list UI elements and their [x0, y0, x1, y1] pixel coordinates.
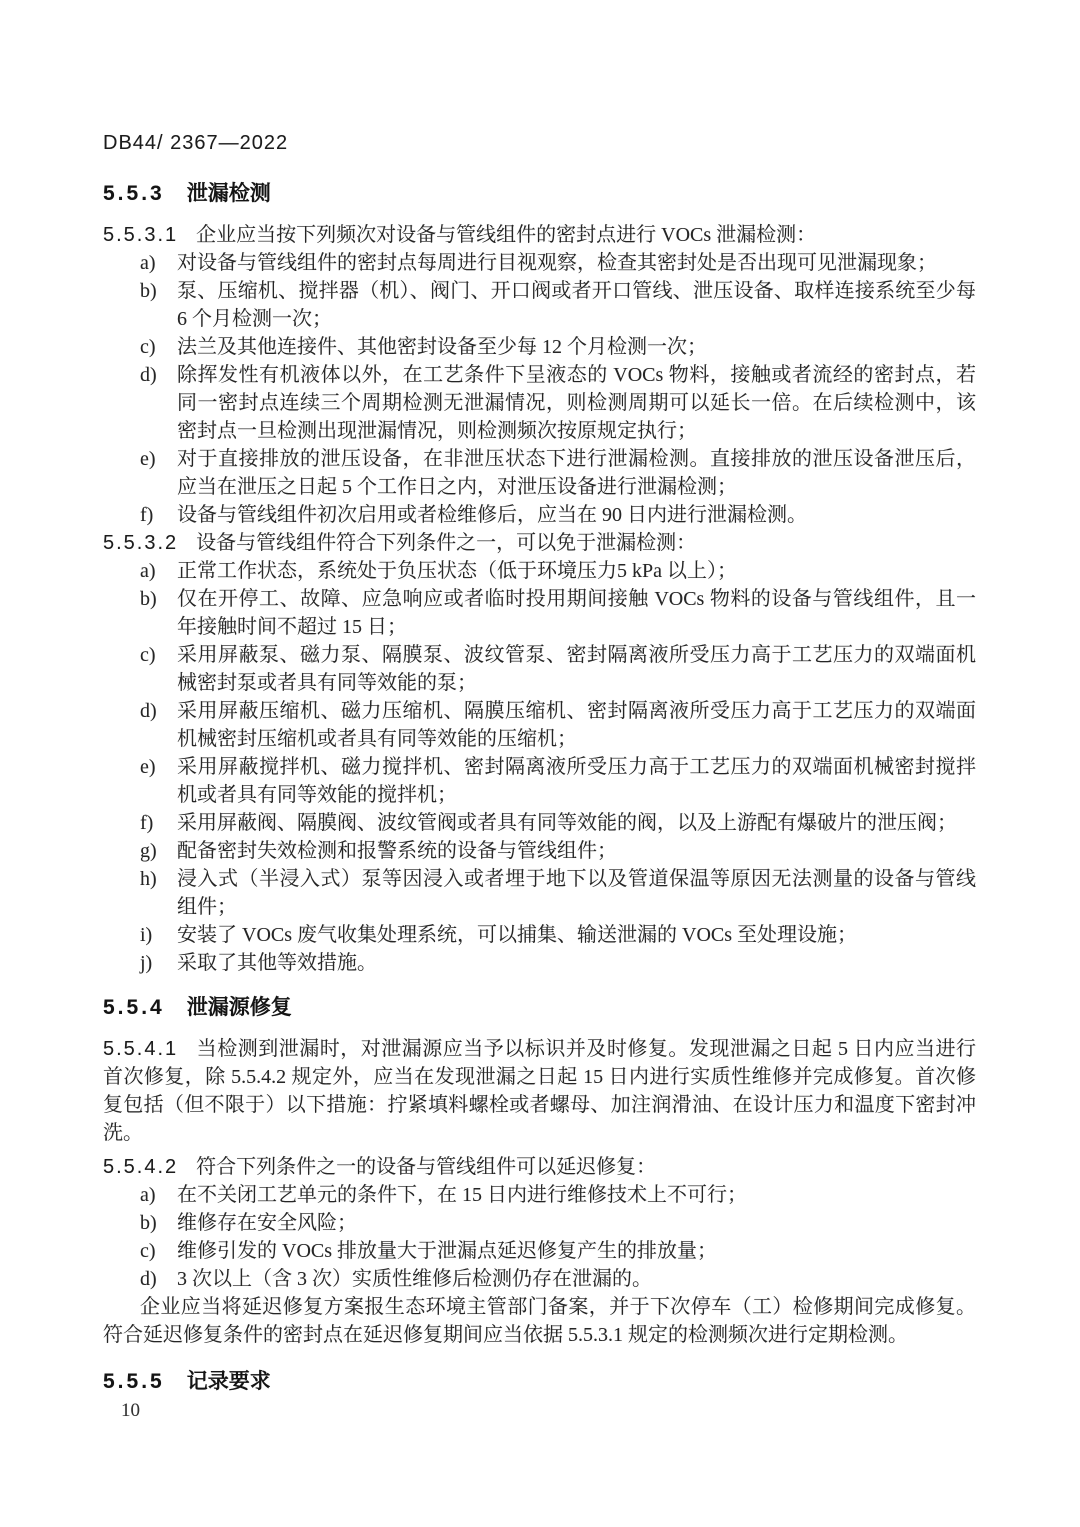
list-item-label: a)	[140, 560, 156, 582]
list-item-label: e)	[140, 756, 156, 778]
section-number: 5.5.5	[103, 1370, 165, 1393]
list-item	[103, 753, 976, 809]
list-item	[103, 697, 976, 753]
clause-text: 设备与管线组件符合下列条件之一，可以免于泄漏检测：	[196, 532, 697, 554]
list-item	[103, 949, 976, 977]
list-item-label: b)	[140, 280, 157, 302]
list-item	[103, 249, 976, 277]
list-item-label: e)	[140, 448, 156, 470]
list-5-5-3-2	[103, 557, 976, 977]
section-heading-5-5-5	[103, 1369, 976, 1395]
clause-text: 当检测到泄漏时，对泄漏源应当予以标识并及时修复。发现泄漏之日起 5 日内应当进行首次修复，除 5.5.4.2 规定外，应当在发现泄漏之日起 15 日内进行实质性维修并完成修复。首次修复包括（但不限于）以下措施：拧紧填料螺栓或者螺母、加注润滑油、在设计压力和温度下密封冲洗。	[103, 1038, 976, 1144]
list-item-text: 采用屏蔽搅拌机、磁力搅拌机、密封隔离液所受压力高于工艺压力的双端面机械密封搅拌机或者具有同等效能的搅拌机；	[177, 756, 976, 806]
closing-paragraph: 企业应当将延迟修复方案报生态环境主管部门备案，并于下次停车（工）检修期间完成修复。符合延迟修复条件的密封点在延迟修复期间应当依据 5.5.3.1 规定的检测频次进行定期检测。	[103, 1296, 976, 1346]
section-number: 5.5.3	[103, 182, 165, 205]
list-item-label: b)	[140, 588, 157, 610]
standard-number: DB44/ 2367—2022	[103, 132, 289, 154]
list-item-label: d)	[140, 700, 157, 722]
list-item-label: c)	[140, 336, 156, 358]
list-item-text: 在不关闭工艺单元的条件下，在 15 日内进行维修技术上不可行；	[177, 1184, 747, 1206]
section-title: 泄漏检测	[186, 182, 271, 205]
list-item	[103, 865, 976, 921]
section-heading-5-5-4	[103, 995, 976, 1021]
list-item-label: b)	[140, 1212, 157, 1234]
list-item-text: 维修引发的 VOCs 排放量大于泄漏点延迟修复产生的排放量；	[177, 1240, 718, 1262]
list-item-text: 除挥发性有机液体以外，在工艺条件下呈液态的 VOCs 物料，接触或者流经的密封点，若同一密封点连续三个周期检测无泄漏情况，则检测周期可以延长一倍。在后续检测中，该密封点一旦检测出现泄漏情况，则检测频次按原规定执行；	[177, 364, 976, 442]
list-item-label: f)	[140, 812, 154, 834]
list-item	[103, 361, 976, 445]
list-item-text: 正常工作状态，系统处于负压状态（低于环境压力5 kPa 以上）；	[177, 560, 737, 582]
clause-number: 5.5.4.2	[103, 1156, 179, 1178]
clause-5-5-3-1	[103, 221, 976, 249]
clause-number: 5.5.4.1	[103, 1038, 179, 1060]
list-item	[103, 1209, 976, 1237]
list-item	[103, 445, 976, 501]
list-item-label: j)	[140, 952, 153, 974]
clause-number: 5.5.3.2	[103, 532, 179, 554]
list-item	[103, 641, 976, 697]
list-item-text: 仅在开停工、故障、应急响应或者临时投用期间接触 VOCs 物料的设备与管线组件，且一年接触时间不超过 15 日；	[177, 588, 976, 638]
list-item-label: h)	[140, 868, 157, 890]
list-item-text: 对设备与管线组件的密封点每周进行目视观察，检查其密封处是否出现可见泄漏现象；	[177, 252, 937, 274]
list-item	[103, 837, 976, 865]
list-item-label: f)	[140, 504, 154, 526]
list-item-text: 采取了其他等效措施。	[177, 952, 377, 974]
page-content	[103, 0, 976, 1395]
list-item-text: 浸入式（半浸入式）泵等因浸入或者埋于地下以及管道保温等原因无法测量的设备与管线组件；	[177, 868, 976, 918]
section-title: 泄漏源修复	[186, 996, 292, 1019]
clause-5-5-4-2	[103, 1153, 976, 1181]
clause-number: 5.5.3.1	[103, 224, 179, 246]
list-item	[103, 557, 976, 585]
list-item	[103, 333, 976, 361]
list-item-text: 法兰及其他连接件、其他密封设备至少每 12 个月检测一次；	[177, 336, 707, 358]
clause-5-5-3-2	[103, 529, 976, 557]
list-item	[103, 1265, 976, 1293]
list-item-label: d)	[140, 364, 157, 386]
list-item-label: c)	[140, 644, 156, 666]
list-item-label: a)	[140, 1184, 156, 1206]
list-item-text: 对于直接排放的泄压设备，在非泄压状态下进行泄漏检测。直接排放的泄压设备泄压后，应当在泄压之日起 5 个工作日之内，对泄压设备进行泄漏检测；	[177, 448, 976, 498]
list-5-5-4-2	[103, 1181, 976, 1293]
list-item-text: 配备密封失效检测和报警系统的设备与管线组件；	[177, 840, 617, 862]
clause-text: 企业应当按下列频次对设备与管线组件的密封点进行 VOCs 泄漏检测：	[196, 224, 817, 246]
list-item-text: 泵、压缩机、搅拌器（机）、阀门、开口阀或者开口管线、泄压设备、取样连接系统至少每 6 个月检测一次；	[177, 280, 976, 330]
clause-text: 符合下列条件之一的设备与管线组件可以延迟修复：	[196, 1156, 657, 1178]
page-number: 10	[121, 1400, 140, 1421]
section-title: 记录要求	[186, 1370, 271, 1393]
list-item	[103, 809, 976, 837]
section-number: 5.5.4	[103, 996, 165, 1019]
list-item-text: 3 次以上（含 3 次）实质性维修后检测仍存在泄漏的。	[177, 1268, 652, 1290]
list-item-label: a)	[140, 252, 156, 274]
list-item	[103, 1181, 976, 1209]
list-5-5-3-1	[103, 249, 976, 529]
section-heading-5-5-3	[103, 181, 976, 207]
list-item-text: 采用屏蔽泵、磁力泵、隔膜泵、波纹管泵、密封隔离液所受压力高于工艺压力的双端面机械密封泵或者具有同等效能的泵；	[177, 644, 976, 694]
list-item	[103, 1237, 976, 1265]
list-item-text: 采用屏蔽压缩机、磁力压缩机、隔膜压缩机、密封隔离液所受压力高于工艺压力的双端面机械密封压缩机或者具有同等效能的压缩机；	[177, 700, 976, 750]
list-item-text: 安装了 VOCs 废气收集处理系统，可以捕集、输送泄漏的 VOCs 至处理设施；	[177, 924, 858, 946]
list-item	[103, 585, 976, 641]
list-item	[103, 277, 976, 333]
list-item-label: c)	[140, 1240, 156, 1262]
list-item-label: i)	[140, 924, 153, 946]
list-item	[103, 501, 976, 529]
list-item	[103, 921, 976, 949]
list-item-label: g)	[140, 840, 157, 862]
list-item-text: 采用屏蔽阀、隔膜阀、波纹管阀或者具有同等效能的阀，以及上游配有爆破片的泄压阀；	[177, 812, 957, 834]
list-item-label: d)	[140, 1268, 157, 1290]
clause-5-5-4-1	[103, 1035, 976, 1147]
list-item-text: 维修存在安全风险；	[177, 1212, 357, 1234]
list-item-text: 设备与管线组件初次启用或者检维修后，应当在 90 日内进行泄漏检测。	[177, 504, 807, 526]
